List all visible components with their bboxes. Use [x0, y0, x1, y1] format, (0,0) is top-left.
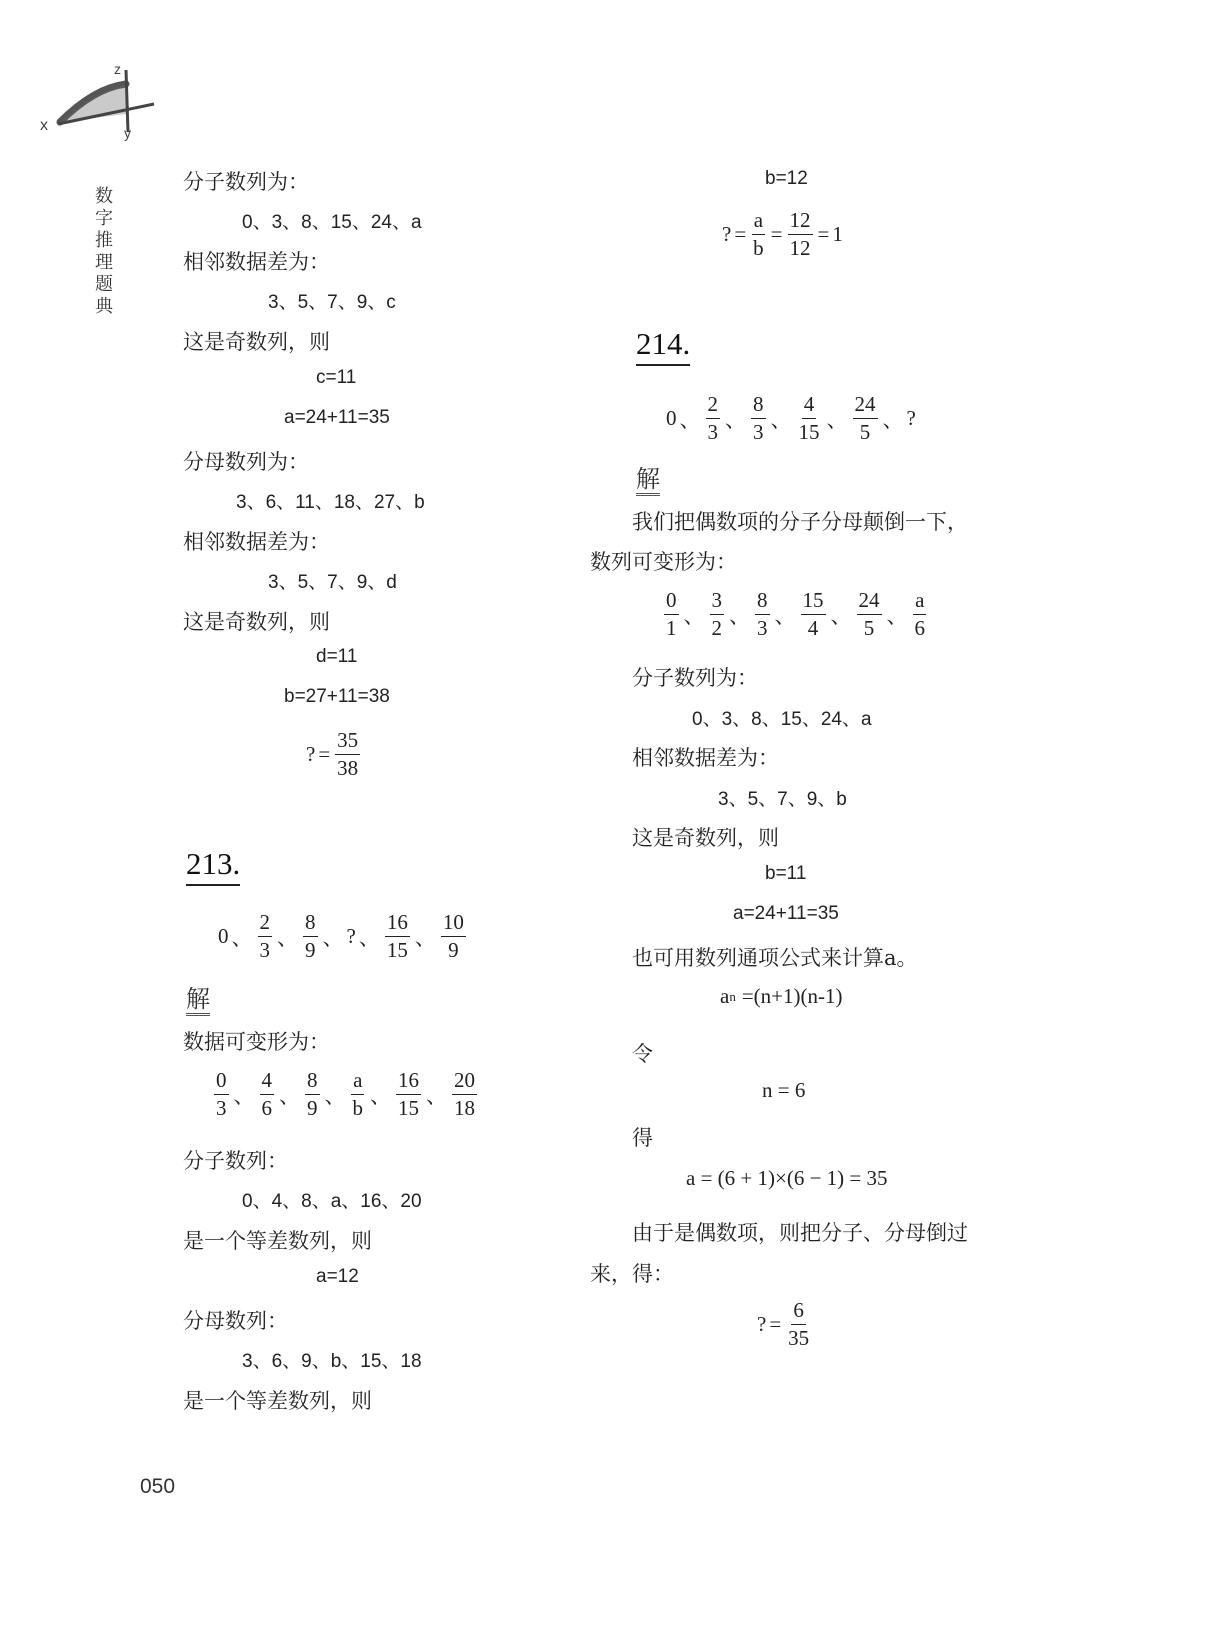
text-line: 我们把偶数项的分子分母颠倒一下，: [632, 510, 968, 534]
axis-label-x: x: [40, 117, 48, 134]
text-line: 是一个等差数列，则: [183, 1229, 372, 1253]
solution-label: 解: [636, 466, 660, 496]
side-book-title: [92, 186, 116, 318]
problem-214-sequence: 0 、 $\frac{2}{3}$ 、 $\frac{8}{3}$ 、 $\frac{4}{15}$ 、 $\frac{24}{5}$ 、 ?: [666, 392, 916, 444]
transformed-fractions: $\frac{0}{3}$ 、 $\frac{4}{6}$ 、 $\frac{8}{9}$ 、 $\frac{a}{b}$ 、 $\frac{16}{15}$ 、 $\frac{20}{18}$: [216, 1068, 475, 1120]
transformed-fractions: $\frac{0}{1}$ 、 $\frac{3}{2}$ 、 $\frac{8}{3}$ 、 $\frac{15}{4}$ 、 $\frac{24}{5}$ 、 $\frac{a}{6}$: [666, 588, 925, 640]
equation-line: a=24+11=35: [733, 903, 839, 924]
xyz-axes-sketch-icon: [36, 58, 160, 142]
side-title-char: 理: [95, 252, 113, 273]
equation-line: b=27+11=38: [284, 686, 390, 707]
problem-number-213: 213.: [186, 846, 240, 886]
sequence-line: 0、4、8、a、16、20: [242, 1191, 422, 1212]
text-line: 这是奇数列，则: [183, 330, 330, 354]
text-line: 数列可变形为：: [590, 550, 737, 574]
text-line: 这是奇数列，则: [183, 610, 330, 634]
page-number: 050: [140, 1475, 176, 1498]
sequence-line: 3、5、7、9、c: [268, 292, 396, 313]
text-line: 分母数列：: [183, 1309, 288, 1333]
text-line: 是一个等差数列，则: [183, 1389, 372, 1413]
side-title-char: 题: [95, 274, 113, 295]
sequence-line: 3、5、7、9、d: [268, 572, 397, 593]
equation-line: d=11: [316, 646, 358, 667]
equation-line: b=11: [765, 863, 807, 884]
text-line: 令: [632, 1042, 653, 1066]
side-title-char: 字: [95, 208, 113, 229]
text-line: 分子数列：: [183, 1149, 288, 1173]
sequence-line: 0、3、8、15、24、a: [242, 212, 422, 233]
text-line: 相邻数据差为：: [632, 746, 779, 770]
side-title-char: 典: [95, 296, 113, 317]
problem-213-sequence: 0 、 $\frac{2}{3}$ 、 $\frac{8}{9}$ 、 ? 、 $\frac{16}{15}$ 、 $\frac{10}{9}$: [218, 910, 464, 962]
fraction-equation: ? = $\frac{35}{38}$: [306, 728, 359, 780]
text-line: 得: [632, 1126, 653, 1150]
text-line: 分母数列为：: [183, 450, 309, 474]
text-line: 分子数列为：: [632, 666, 758, 690]
fraction-equation: ? = $\frac{6}{35}$: [757, 1298, 810, 1350]
side-title-char: 推: [95, 230, 113, 251]
text-line: 相邻数据差为：: [183, 530, 330, 554]
equation-line: c=11: [316, 367, 357, 388]
general-term-formula: a n =(n+1)(n-1): [720, 984, 843, 1008]
sequence-line: 0、3、8、15、24、a: [692, 709, 872, 730]
text-line: 来，得：: [590, 1262, 674, 1286]
side-title-char: 数: [95, 186, 113, 207]
fraction-equation: ? = $\frac{a}{b}$ = $\frac{12}{12}$ = 1: [722, 208, 843, 260]
equation-line: a = (6 + 1)×(6 − 1) = 35: [686, 1166, 888, 1190]
text-line: 相邻数据差为：: [183, 250, 330, 274]
sequence-line: 3、5、7、9、b: [718, 789, 847, 810]
solution-label: 解: [186, 986, 210, 1016]
text-line: 也可用数列通项公式来计算a。: [632, 946, 918, 970]
axis-label-y: y: [124, 125, 131, 141]
text-line: 这是奇数列，则: [632, 826, 779, 850]
equation-line: a=12: [316, 1266, 359, 1287]
text-line: 数据可变形为：: [183, 1030, 330, 1054]
text-line: 分子数列为：: [183, 170, 309, 194]
sequence-line: 3、6、11、18、27、b: [236, 492, 425, 513]
equation-line: b=12: [765, 168, 808, 189]
axis-label-z: z: [114, 61, 121, 77]
problem-number-214: 214.: [636, 326, 690, 366]
equation-line: n = 6: [762, 1078, 806, 1102]
sequence-line: 3、6、9、b、15、18: [242, 1351, 422, 1372]
text-line: 由于是偶数项，则把分子、分母倒过: [632, 1221, 968, 1245]
equation-line: a=24+11=35: [284, 407, 390, 428]
